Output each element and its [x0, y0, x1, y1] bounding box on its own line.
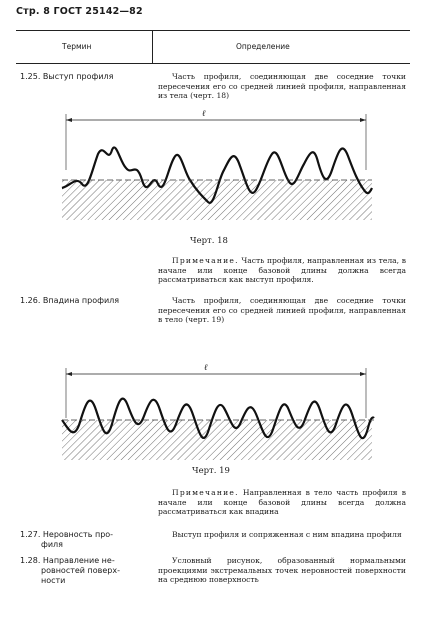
table-header-rule [16, 63, 410, 64]
entry-term-label: Впадина профиля [42, 296, 120, 305]
note-19 [158, 488, 406, 517]
column-header-term: Термин [62, 42, 92, 51]
entry-number: 1.26. [20, 296, 41, 305]
entry-definition: Часть профиля, соединяющая две соседние точки пересечения его со средней линией профиля, направленная из тела (черт. 18) [158, 72, 406, 101]
entry-number: 1.25. [20, 72, 41, 81]
entry-definition: Часть профиля, соединяющая две соседние точки пересечения его со средней линией профиля, направленная в тело (черт. 19) [158, 296, 406, 325]
entry-term [20, 72, 113, 82]
length-label-18: ℓ [202, 109, 206, 119]
table-top-rule [16, 30, 410, 31]
entry-definition: Условный рисунок, образованный нормальными проекциями экстремальных точек неровностей поверхности на среднюю поверхность [158, 556, 406, 585]
entry-term-line: ности [41, 576, 66, 585]
figure-18 [56, 110, 396, 240]
note-lead: Примечание. [172, 256, 239, 265]
entry-term-line: ровностей поверх- [41, 566, 120, 575]
column-divider [152, 30, 153, 64]
entry-number: 1.28. [20, 556, 41, 565]
entry-term [20, 296, 119, 306]
note-body: Направленная в тело часть профиля в начале или конце базовой длины всегда должна рассматриваться как впадина [158, 488, 406, 517]
column-header-definition: Определение [236, 42, 290, 51]
entry-definition: Выступ профиля и сопряженная с ним впадина профиля [172, 530, 402, 539]
figure-caption-19: Черт. 19 [192, 466, 230, 476]
figure-19 [56, 362, 396, 472]
note-body: Часть профиля, направленная из тела, в начале или конце базовой длины должна всегда рассматриваться как выступ профиля. [158, 256, 406, 285]
entry-term-line: филя [41, 540, 63, 549]
note-18 [158, 256, 406, 285]
entry-term-label: Выступ профиля [42, 72, 114, 81]
figure-caption-18: Черт. 18 [190, 236, 228, 246]
entry-term-line: Направление не- [42, 556, 115, 565]
entry-term-line: Неровность про- [42, 530, 114, 539]
length-label-19: ℓ [204, 363, 208, 373]
note-lead: Примечание. [172, 488, 239, 497]
entry-term [20, 530, 113, 550]
entry-number: 1.27. [20, 530, 41, 539]
page-header: Стр. 8 ГОСТ 25142—82 [16, 6, 143, 17]
entry-term [20, 556, 120, 586]
